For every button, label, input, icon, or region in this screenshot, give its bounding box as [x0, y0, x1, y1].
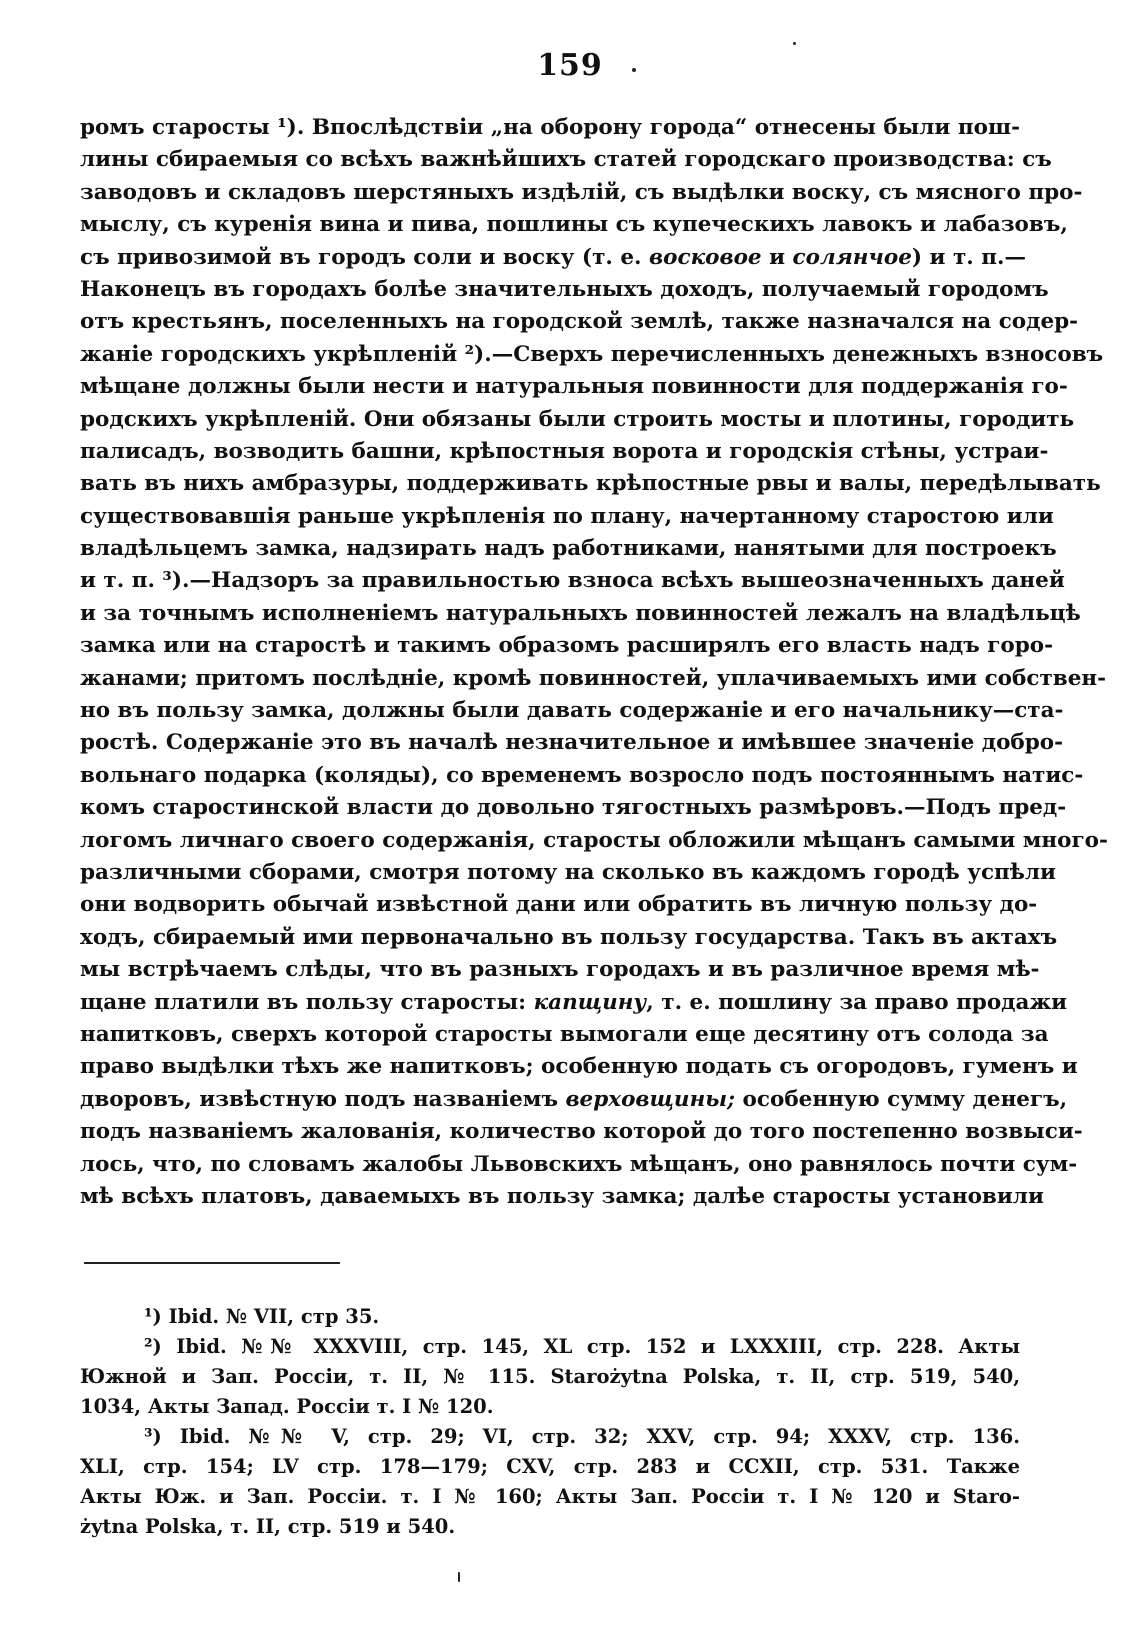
text-line: мѣ всѣхъ платовъ, даваемыхъ въ пользу замка; далѣе старосты установили	[80, 1183, 1044, 1209]
text-line: Наконецъ въ городахъ болѣе значительныхъ доходъ, получаемый городомъ	[80, 276, 1049, 302]
text-line: палисадъ, возводить башни, крѣпостныя ворота и городскія стѣны, устраи-	[80, 438, 1049, 464]
italic-term: верховщины;	[565, 1086, 736, 1112]
footnote-line: ²) Ibid. №№ XXXVIII, стр. 145, XL стр. 152 и LXXXIII, стр. 228. Акты	[144, 1335, 1020, 1358]
text-line: мѣщане должны были нести и натуральныя повинности для поддержанія го-	[80, 374, 1068, 400]
text-line: заводовъ и складовъ шерстяныхъ издѣлій, съ выдѣлки воску, съ мясного про-	[80, 179, 1083, 205]
text-run: особенную сумму денегъ,	[735, 1086, 1068, 1112]
italic-term: восковое	[649, 244, 762, 270]
ink-speck	[458, 1572, 460, 1582]
text-line: существовавшія раньше укрѣпленія по плану, начертанному старостою или	[80, 503, 1054, 529]
text-line: жанами; притомъ послѣдніе, кромѣ повинностей, уплачиваемыхъ ими собствен-	[80, 665, 1107, 691]
text-line: подъ названіемъ жалованія, количество которой до того постепенно возвыси-	[80, 1119, 1083, 1145]
italic-term: капщину	[533, 989, 647, 1015]
text-line: и т. п. ³).—Надзоръ за правильностью взноса всѣхъ вышеозначенныхъ даней	[80, 568, 1065, 594]
text-run: , т. е. пошлину за право продажи	[646, 989, 1068, 1015]
text-line: они водворить обычай извѣстной дани или обратить въ личную пользу до-	[80, 892, 1038, 918]
text-line: замка или на старостѣ и такимъ образомъ расширялъ его власть надъ горо-	[80, 633, 1054, 659]
text-line: владѣльцемъ замка, надзирать надъ работниками, нанятыми для построекъ	[80, 536, 1057, 562]
text-line: но въ пользу замка, должны были давать содержаніе и его начальнику—ста-	[80, 698, 1064, 724]
text-line: различными сборами, смотря потому на сколько въ каждомъ городѣ успѣли	[80, 859, 1057, 885]
footnote-line: Акты Юж. и Зап. Россіи. т. I № 160; Акты Зап. Россіи т. I № 120 и Staro-	[80, 1485, 1020, 1508]
main-text	[80, 112, 1108, 1213]
text-run: ) и т. п.—	[911, 244, 1026, 270]
text-run: съ привозимой въ городъ соли и воску (т. е.	[80, 244, 650, 270]
text-line: вать въ нихъ амбразуры, поддерживать крѣпостные рвы и валы, передѣлывать	[80, 471, 1101, 497]
text-line: комъ старостинской власти до довольно тягостныхъ размѣровъ.—Подъ пред-	[80, 795, 1067, 821]
text-line: и за точнымъ исполненіемъ натуральныхъ повинностей лежалъ на владѣльцѣ	[80, 600, 1081, 626]
text-run: щане платили въ пользу старосты:	[80, 989, 534, 1015]
text-line: отъ крестьянъ, поселенныхъ на городской землѣ, также назначался на содер-	[80, 309, 1079, 335]
text-line: ростѣ. Содержаніе это въ началѣ незначительное и имѣвшее значеніе добро-	[80, 730, 1064, 756]
text-line: напитковъ, сверхъ которой старосты вымогали еще десятину отъ солода за	[80, 1021, 1049, 1047]
text-run: и	[761, 244, 793, 270]
text-line: ходъ, сбираемый ими первоначально въ пользу государства. Такъ въ актахъ	[80, 924, 1058, 950]
ink-speck	[632, 68, 636, 72]
footnote-rule	[84, 1262, 340, 1264]
footnote-line: ¹) Ibid. № VII, стр 35.	[144, 1305, 380, 1328]
text-run: дворовъ, извѣстную подъ названіемъ	[80, 1086, 566, 1112]
footnote-line: ³) Ibid. №№ V, стр. 29; VI, стр. 32; XXV, стр. 94; XXXV, стр. 136.	[144, 1425, 1020, 1448]
footnotes	[80, 1302, 1020, 1542]
text-line: ромъ старосты ¹). Впослѣдствіи „на оборону города“ отнесены были пош-	[80, 115, 1020, 140]
text-line: мыслу, съ куренія вина и пива, пошлины съ купеческихъ лавокъ и лабазовъ,	[80, 212, 1068, 238]
footnote-line: żytna Polska, т. II, стр. 519 и 540.	[80, 1515, 456, 1538]
footnote-line: Южной и Зап. Россіи, т. II, № 115. Starożytna Polska, т. II, стр. 519, 540,	[80, 1365, 1020, 1388]
text-line	[80, 987, 1068, 1019]
text-line: родскихъ укрѣпленій. Они обязаны были строить мосты и плотины, городить	[80, 406, 1075, 432]
text-line	[80, 1084, 1068, 1116]
ink-speck	[793, 42, 796, 45]
footnote-line: XLI, стр. 154; LV стр. 178—179; CXV, стр. 283 и CCXII, стр. 531. Также	[80, 1455, 1020, 1478]
text-line: жаніе городскихъ укрѣпленій ²).—Сверхъ перечисленныхъ денежныхъ взносовъ	[80, 341, 1104, 367]
text-line: лось, что, по словамъ жалобы Львовскихъ мѣщанъ, оно равнялось почти сум-	[80, 1151, 1078, 1177]
footnote-line: 1034, Акты Запад. Россіи т. I № 120.	[80, 1395, 494, 1418]
text-line: вольнаго подарка (коляды), со временемъ возросло подъ постояннымъ натис-	[80, 762, 1084, 788]
text-line	[80, 242, 1026, 274]
text-line: лины сбираемыя со всѣхъ важнѣйшихъ статей городскаго производства: съ	[80, 147, 1052, 173]
italic-term: солянчое	[792, 244, 912, 270]
text-line: логомъ личнаго своего содержанія, старосты обложили мѣщанъ самыми много-	[80, 827, 1108, 853]
page-number: 159	[537, 48, 603, 83]
text-line: право выдѣлки тѣхъ же напитковъ; особенную подать съ огородовъ, гуменъ и	[80, 1054, 1078, 1080]
text-line: мы встрѣчаемъ слѣды, что въ разныхъ городахъ и въ различное время мѣ-	[80, 957, 1040, 983]
